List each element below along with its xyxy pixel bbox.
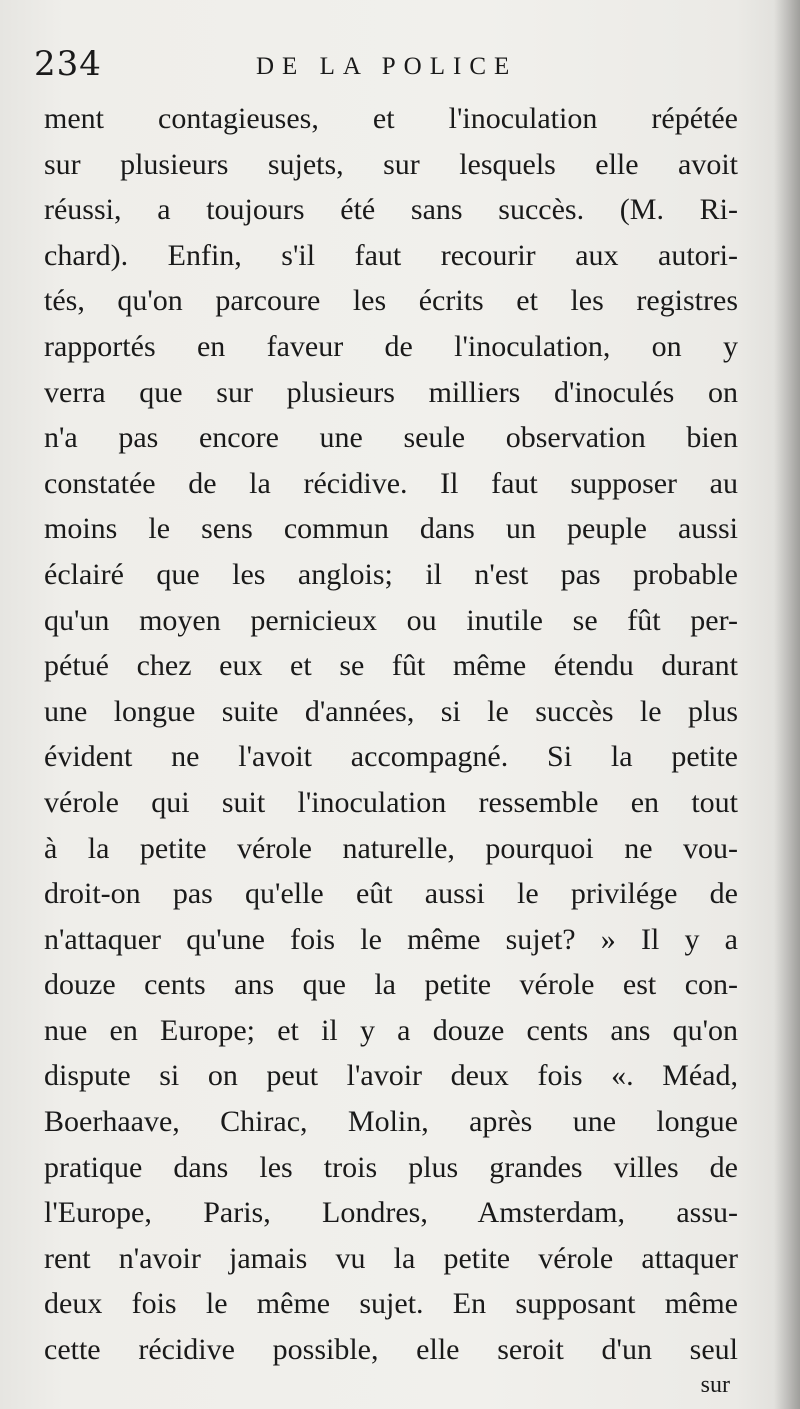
text-line: douze cents ans que la petite vérole est con-: [44, 968, 738, 1002]
text-line: à la petite vérole naturelle, pourquoi ne vou-: [44, 831, 738, 865]
text-line: Boerhaave, Chirac, Molin, après une longue: [44, 1105, 738, 1139]
text-line: évident ne l'avoit accompagné. Si la petite: [44, 740, 738, 774]
text-line: tés, qu'on parcoure les écrits et les registres: [44, 284, 738, 318]
text-line: sur plusieurs sujets, sur lesquels elle avoit: [44, 147, 738, 181]
text-line: rent n'avoir jamais vu la petite vérole attaquer: [44, 1241, 738, 1275]
page-gutter-shadow: [774, 0, 800, 1409]
text-line: cette récidive possible, elle seroit d'un seul: [44, 1333, 738, 1367]
page-number: 234: [34, 44, 102, 84]
text-line: réussi, a toujours été sans succès. (M. Ri-: [44, 193, 738, 227]
body-text: [44, 96, 738, 1373]
text-line: rapportés en faveur de l'inoculation, on y: [44, 329, 738, 363]
text-line: vérole qui suit l'inoculation ressemble en tout: [44, 785, 738, 819]
text-line: une longue suite d'années, si le succès le plus: [44, 694, 738, 728]
text-line: pétué chez eux et se fût même étendu durant: [44, 649, 738, 683]
text-line: constatée de la récidive. Il faut supposer au: [44, 466, 738, 500]
text-line: moins le sens commun dans un peuple aussi: [44, 512, 738, 546]
text-line: nue en Europe; et il y a douze cents ans qu'on: [44, 1013, 738, 1047]
running-head: DE LA POLICE: [256, 53, 518, 80]
catchword: sur: [700, 1372, 730, 1398]
text-line: qu'un moyen pernicieux ou inutile se fût per-: [44, 603, 738, 637]
text-line: n'a pas encore une seule observation bien: [44, 421, 738, 455]
text-line: dispute si on peut l'avoir deux fois «. Méad,: [44, 1059, 738, 1093]
text-line: chard). Enfin, s'il faut recourir aux autori-: [44, 238, 738, 272]
text-line: verra que sur plusieurs milliers d'inoculés on: [44, 375, 738, 409]
text-line: ment contagieuses, et l'inoculation répétée: [44, 102, 738, 135]
text-line: éclairé que les anglois; il n'est pas probable: [44, 557, 738, 591]
text-line: pratique dans les trois plus grandes villes de: [44, 1150, 738, 1184]
text-line: droit-on pas qu'elle eût aussi le privilége de: [44, 877, 738, 911]
text-line: l'Europe, Paris, Londres, Amsterdam, assu-: [44, 1196, 738, 1230]
text-line: deux fois le même sujet. En supposant même: [44, 1287, 738, 1321]
text-line: n'attaquer qu'une fois le même sujet? » Il y a: [44, 922, 738, 956]
page-header: [34, 44, 754, 94]
